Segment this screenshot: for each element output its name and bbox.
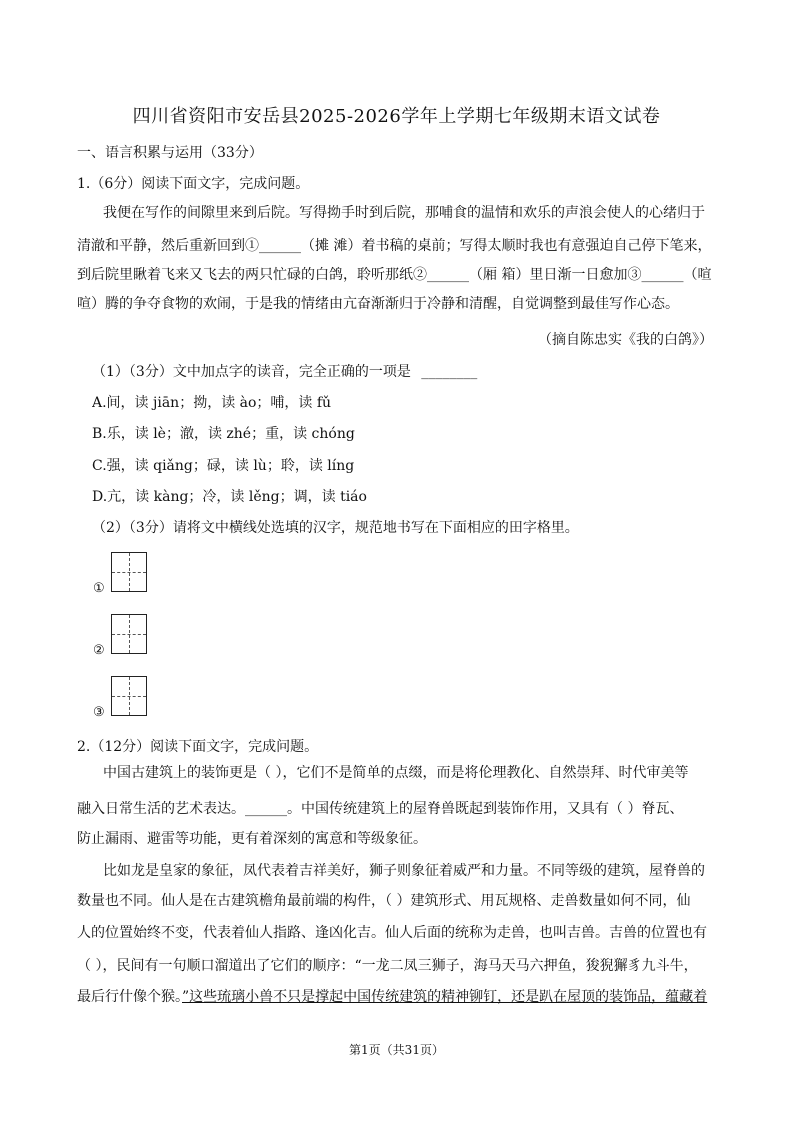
q1-passage-line: 清澈和平静，然后重新回到①______（摊 滩）着书稿的桌前；写得太顺时我也有意强迫自己停下笔来，	[77, 238, 712, 254]
answer-blank[interactable]: ________	[421, 364, 478, 380]
section-heading: 一、语言积累与运用（33分）	[77, 145, 263, 161]
q2-passage-line: 防止漏雨、避雷等功能，更有着深刻的寓意和等级象征。	[77, 831, 427, 847]
q2-passage-line: 中国古建筑上的装饰更是（ ），它们不是简单的点缀，而是将伦理教化、自然崇拜、时代审美等	[103, 765, 689, 781]
page-footer: 第1页（共31页）	[349, 1043, 444, 1057]
tianzi-grid-row	[93, 676, 173, 722]
tianzi-grid-row	[93, 614, 173, 660]
passage-source: （摘自陈忠实《我的白鸽》）	[538, 332, 713, 348]
q1-passage-line: 喧）腾的争夺食物的欢闹，于是我的情绪由亢奋渐渐归于冷静和清醒，自觉调整到最佳写作心态。	[77, 296, 679, 312]
q2-passage-line: 数量也不同。仙人是在古建筑檐角最前端的构件，（ ）建筑形式、用瓦规格、走兽数量如何不同，仙	[77, 893, 691, 909]
sub-question-2: （2）（3分）请将文中横线处选填的汉字，规范地书写在下面相应的田字格里。	[92, 520, 579, 536]
underlined-sentence: ”这些琉璃小兽不只是撑起中国传统建筑的精神铆钉，还是趴在屋顶的装饰品，蕴藏着	[182, 989, 708, 1005]
q1-passage-line: 我便在写作的间隙里来到后院。写得拗手时到后院，那哺食的温情和欢乐的声浪会使人的心绪归于	[103, 205, 705, 221]
option-c[interactable]: C.强，读 qiǎng；碌，读 lù；聆，读 líng	[92, 458, 355, 474]
option-d[interactable]: D.亢，读 kàng；冷，读 lěng；调，读 tiáo	[92, 489, 367, 505]
q2-passage-text: 最后行什像个猴。	[77, 989, 182, 1005]
grid-label: ②	[93, 643, 105, 658]
q1-passage-line: 到后院里瞅着飞来又飞去的两只忙碌的白鸽，聆听那纸②______（厢 箱）里日渐一日愈加③______（喧	[77, 267, 712, 283]
option-a[interactable]: A.间，读 jiān；拗，读 ào；哺，读 fǔ	[92, 395, 332, 411]
q2-passage-line: 比如龙是皇家的象征，凤代表着吉祥美好，狮子则象征着威严和力量。不同等级的建筑，屋脊兽的	[103, 863, 705, 879]
sub-question-1-text: （1）（3分）文中加点字的读音，完全正确的一项是	[92, 364, 411, 380]
tianzi-grid-cell[interactable]	[111, 552, 147, 592]
tianzi-grid-cell[interactable]	[111, 676, 147, 716]
tianzi-grid-row	[93, 552, 173, 598]
grid-label: ③	[93, 705, 105, 720]
question-2-heading: 2.（12分）阅读下面文字，完成问题。	[77, 739, 319, 755]
sub-question-1	[92, 362, 742, 382]
tianzi-grid-cell[interactable]	[111, 614, 147, 654]
q2-passage-line: （ ），民间有一句顺口溜道出了它们的顺序：“一龙二凤三狮子，海马天马六押鱼，狻猊獬豸九斗牛，	[77, 958, 698, 974]
grid-label: ①	[93, 581, 105, 596]
exam-title: 四川省资阳市安岳县2025-2026学年上学期七年级期末语文试卷	[132, 106, 661, 127]
q2-passage-line: 融入日常生活的艺术表达。______。中国传统建筑上的屋脊兽既起到装饰作用，又具有（ ）脊瓦、	[77, 801, 684, 817]
q2-passage-line: 人的位置始终不变，代表着仙人指路、逢凶化吉。仙人后面的统称为走兽，也叫吉兽。吉兽的位置也有	[77, 925, 707, 941]
option-b[interactable]: B.乐，读 lè；澈，读 zhé；重，读 chóng	[92, 426, 355, 442]
question-1-heading: 1.（6分）阅读下面文字，完成问题。	[77, 176, 310, 192]
q2-passage-line	[77, 987, 727, 1007]
